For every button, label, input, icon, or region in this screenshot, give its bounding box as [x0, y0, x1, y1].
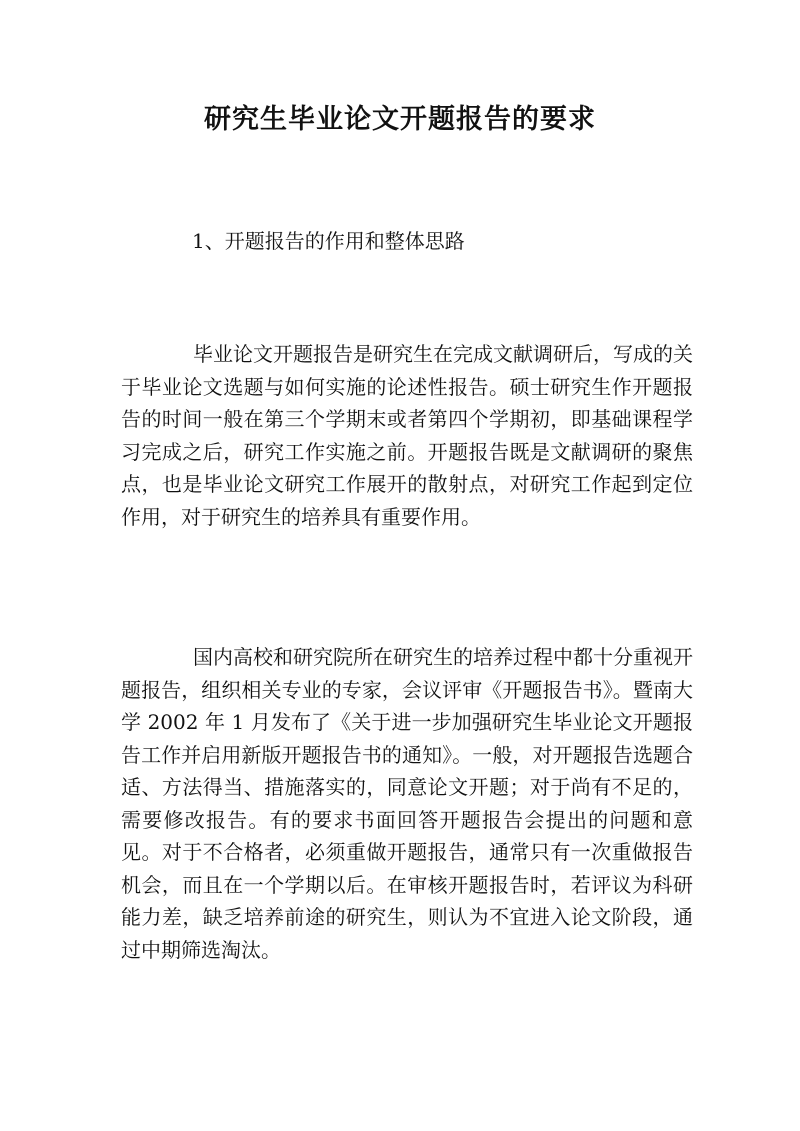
document-title: 研究生毕业论文开题报告的要求: [204, 104, 596, 135]
section-heading: 1、开题报告的作用和整体思路: [192, 229, 465, 253]
paragraph-1: 毕业论文开题报告是研究生在完成文献调研后，写成的关于毕业论文选题与如何实施的论述性报告。硕士研究生作开题报告的时间一般在第三个学期末或者第四个学期初，即基础课程学习完成之后，研究工作实施之前。开题报告既是文献调研的聚焦点，也是毕业论文研究工作展开的散射点，对研究工作起到定位作用，对于研究生的培养具有重要作用。: [121, 342, 693, 529]
paragraph-2: 国内高校和研究院所在研究生的培养过程中都十分重视开题报告，组织相关专业的专家，会议评审《开题报告书》。暨南大学 2002 年 1 月发布了《关于进一步加强研究生毕业论文开题报告工作并启用新版开题报告书的通知》。一般，对开题报告选题合适、方法得当、措施落实的，同意论文开题；对于尚有不足的，需要修改报告。有的要求书面回答开题报告会提出的问题和意见。对于不合格者，必须重做开题报告，通常只有一次重做报告机会，而且在一个学期以后。在审核开题报告时，若评议为科研能力差，缺乏培养前途的研究生，则认为不宜进入论文阶段，通过中期筛选淘汰。: [121, 645, 693, 962]
